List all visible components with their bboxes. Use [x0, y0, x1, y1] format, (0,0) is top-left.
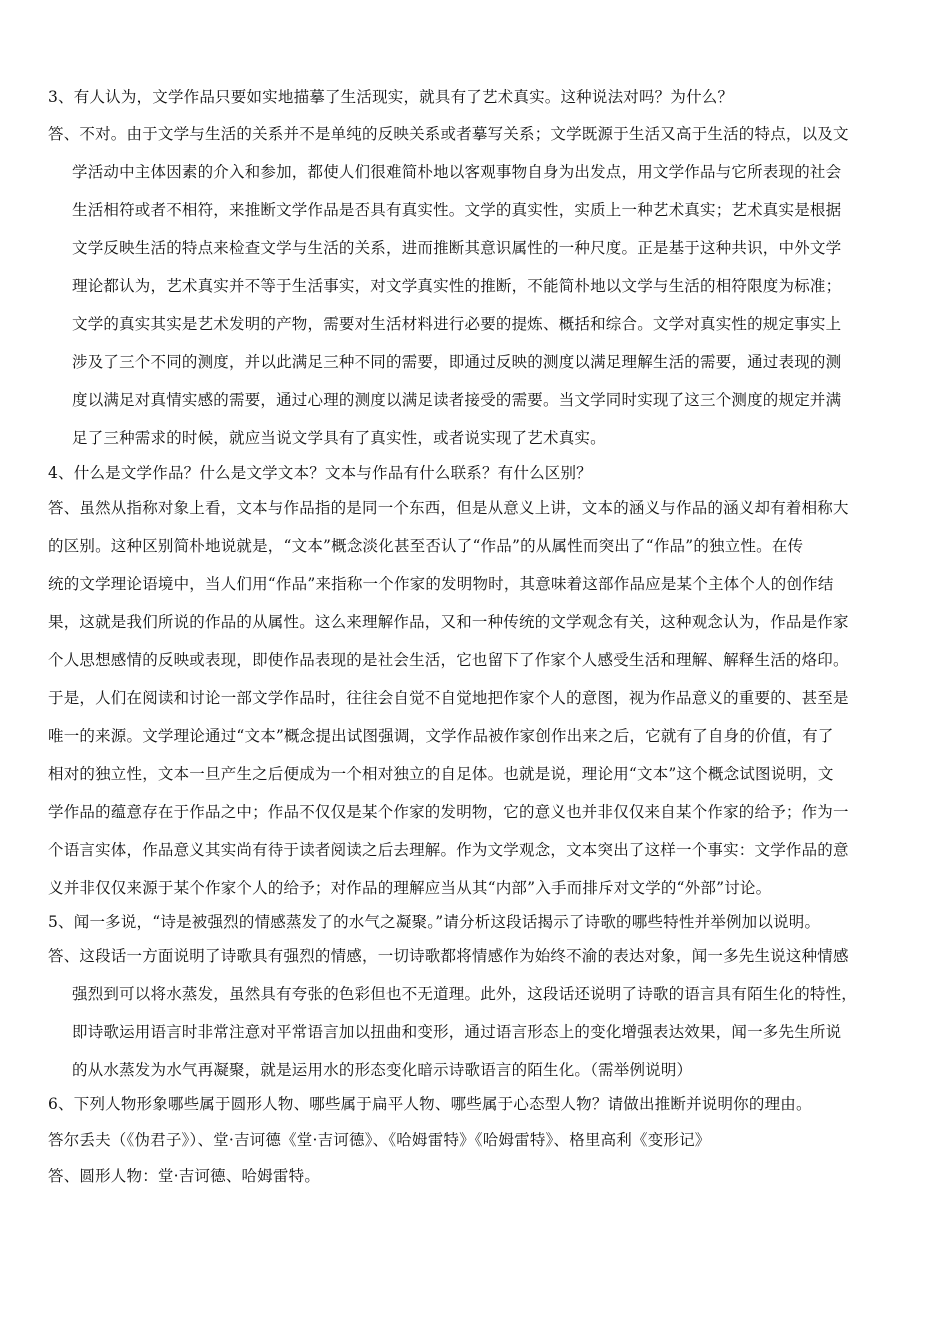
answer-4-line-8: 相对的独立性，文本一旦产生之后便成为一个相对独立的自足体。也就是说，理论用“文本”这个概念试图说明，文	[48, 765, 834, 783]
answer-4-line-6: 于是，人们在阅读和讨论一部文学作品时，往往会自觉不自觉地把作家个人的意图，视为作品意义的重要的、甚至是	[48, 689, 849, 707]
question-6: 6、下列人物形象哪些属于圆形人物、哪些属于扁平人物、哪些属于心态型人物？请做出推断并说明你的理由。	[48, 1095, 812, 1113]
answer-4-line-1: 答、虽然从指称对象上看，文本与作品指的是同一个东西，但是从意义上讲，文本的涵义与作品的涵义却有着相称大	[48, 499, 849, 517]
answer-4-line-9: 学作品的蕴意存在于作品之中；作品不仅仅是某个作家的发明物，它的意义也并非仅仅来自某个作家的给予；作为一	[48, 803, 849, 821]
answer-6-line-1: 答、圆形人物：堂·吉诃德、哈姆雷特。	[48, 1167, 321, 1185]
answer-4-line-11: 义并非仅仅来源于某个作家个人的给予；对作品的理解应当从其“内部”入手而排斥对文学的“外部”讨论。	[48, 879, 772, 897]
answer-3-line-5: 理论都认为，艺术真实并不等于生活事实，对文学真实性的推断，不能简朴地以文学与生活的相符限度为标准；	[72, 277, 842, 295]
answer-3-line-4: 文学反映生活的特点来检查文学与生活的关系，进而推断其意识属性的一种尺度。正是基于这种共识，中外文学	[72, 239, 842, 257]
answer-3-line-8: 度以满足对真情实感的需要，通过心理的测度以满足读者接受的需要。当文学同时实现了这三个测度的规定并满	[72, 391, 842, 409]
question-3: 3、有人认为，文学作品只要如实地描摹了生活现实，就具有了艺术真实。这种说法对吗？为什么？	[48, 88, 734, 106]
answer-3-line-1: 答、不对。由于文学与生活的关系并不是单纯的反映关系或者摹写关系；文学既源于生活又高于生活的特点，以及文	[48, 125, 849, 143]
answer-4-line-3: 统的文学理论语境中，当人们用“作品”来指称一个作家的发明物时，其意味着这部作品应是某个主体个人的创作结	[48, 575, 834, 593]
answer-5-line-4: 的从水蒸发为水气再凝聚，就是运用水的形态变化暗示诗歌语言的陌生化。（需举例说明）	[72, 1061, 693, 1079]
answer-4-line-4: 果，这就是我们所说的作品的从属性。这么来理解作品，又和一种传统的文学观念有关，这种观念认为，作品是作家	[48, 613, 849, 631]
answer-5-line-2: 强烈到可以将水蒸发，虽然具有夸张的色彩但也不无道理。此外，这段话还说明了诗歌的语言具有陌生化的特性，	[72, 985, 858, 1003]
answer-3-line-9: 足了三种需求的时候，就应当说文学具有了真实性，或者说实现了艺术真实。	[72, 429, 606, 447]
answer-4-line-5: 个人思想感情的反映或表现，即使作品表现的是社会生活，它也留下了作家个人感受生活和理解、解释生活的烙印。	[48, 651, 849, 669]
question-5: 5、闻一多说，“诗是被强烈的情感蒸发了的水气之凝聚。”请分析这段话揭示了诗歌的哪些特性并举例加以说明。	[48, 913, 821, 931]
answer-4-line-7: 唯一的来源。文学理论通过“文本”概念提出试图强调，文学作品被作家创作出来之后，它就有了自身的价值，有了	[48, 727, 834, 745]
question-6-characters: 答尔丢夫（《伪君子》）、堂·吉诃德《堂·吉诃德》、《哈姆雷特》《哈姆雷特》、格里高利《变形记》	[48, 1131, 711, 1149]
answer-3-line-6: 文学的真实其实是艺术发明的产物，需要对生活材料进行必要的提炼、概括和综合。文学对真实性的规定事实上	[72, 315, 842, 333]
answer-4-line-2: 的区别。这种区别简朴地说就是，“文本”概念淡化甚至否认了“作品”的从属性而突出了“作品”的独立性。在传	[48, 537, 804, 555]
answer-3-line-7: 涉及了三个不同的测度，并以此满足三种不同的需要，即通过反映的测度以满足理解生活的需要，通过表现的测	[72, 353, 842, 371]
answer-4-line-10: 个语言实体，作品意义其实尚有待于读者阅读之后去理解。作为文学观念，文本突出了这样一个事实：文学作品的意	[48, 841, 849, 859]
answer-3-line-2: 学活动中主体因素的介入和参加，都使人们很难简朴地以客观事物自身为出发点，用文学作品与它所表现的社会	[72, 163, 842, 181]
answer-5-line-1: 答、这段话一方面说明了诗歌具有强烈的情感，一切诗歌都将情感作为始终不渝的表达对象，闻一多先生说这种情感	[48, 947, 849, 965]
answer-3-line-3: 生活相符或者不相符，来推断文学作品是否具有真实性。文学的真实性，实质上一种艺术真实；艺术真实是根据	[72, 201, 842, 219]
answer-5-line-3: 即诗歌运用语言时非常注意对平常语言加以扭曲和变形，通过语言形态上的变化增强表达效果，闻一多先生所说	[72, 1023, 842, 1041]
question-4: 4、什么是文学作品？什么是文学文本？文本与作品有什么联系？有什么区别？	[48, 464, 592, 482]
